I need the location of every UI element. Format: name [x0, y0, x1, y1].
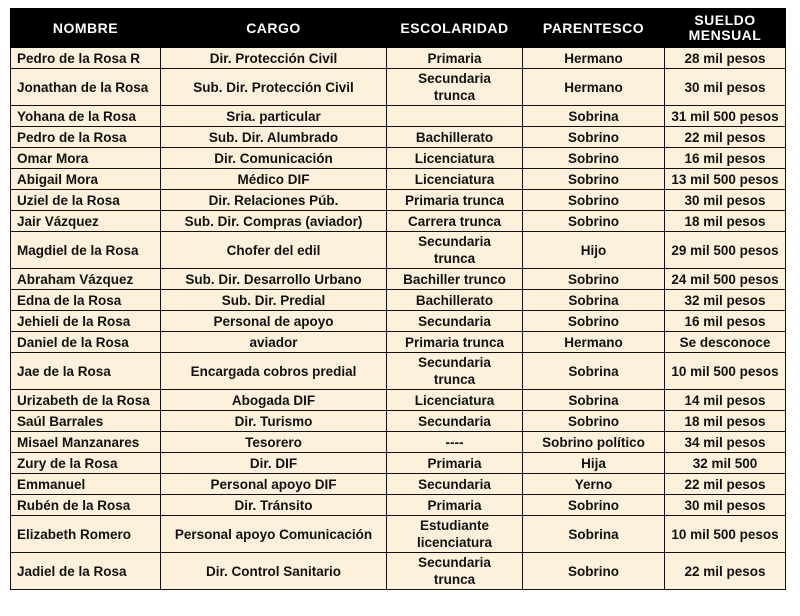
escolaridad-line1: Bachiller trunco	[403, 271, 506, 287]
escolaridad-line1: Primaria	[427, 497, 482, 513]
table-row	[11, 453, 786, 474]
table-row	[11, 127, 786, 148]
table-row	[11, 69, 786, 106]
table-row	[11, 516, 786, 553]
cell-parentesco: Hijo	[523, 232, 665, 269]
cell-nombre: Jair Vázquez	[11, 211, 161, 232]
cell-nombre: Abigail Mora	[11, 169, 161, 190]
escolaridad-line1: Secundaria	[418, 234, 491, 249]
table-row	[11, 190, 786, 211]
cell-sueldo: 22 mil pesos	[665, 553, 786, 590]
cell-parentesco: Yerno	[523, 474, 665, 495]
table-row	[11, 169, 786, 190]
cell-sueldo: 16 mil pesos	[665, 311, 786, 332]
cell-sueldo: 34 mil pesos	[665, 432, 786, 453]
cell-sueldo: 22 mil pesos	[665, 127, 786, 148]
escolaridad-line1: Secundaria	[418, 476, 491, 492]
header-nombre: NOMBRE	[11, 9, 161, 48]
cell-escolaridad	[387, 474, 523, 495]
cell-escolaridad	[387, 311, 523, 332]
cell-cargo: Dir. Protección Civil	[161, 48, 387, 69]
cell-nombre: Elizabeth Romero	[11, 516, 161, 553]
cell-sueldo: 32 mil pesos	[665, 290, 786, 311]
cell-parentesco: Sobrina	[523, 516, 665, 553]
cell-cargo: Encargada cobros predial	[161, 353, 387, 390]
header-parentesco: PARENTESCO	[523, 9, 665, 48]
cell-parentesco: Sobrina	[523, 290, 665, 311]
cell-sueldo: 10 mil 500 pesos	[665, 353, 786, 390]
cell-sueldo: 14 mil pesos	[665, 390, 786, 411]
cell-escolaridad	[387, 106, 523, 127]
cell-nombre: Emmanuel	[11, 474, 161, 495]
cell-cargo: Sub. Dir. Compras (aviador)	[161, 211, 387, 232]
header-sueldo-line1: SUELDO	[694, 12, 756, 28]
cell-cargo: Dir. Comunicación	[161, 148, 387, 169]
cell-parentesco: Sobrino	[523, 411, 665, 432]
cell-nombre: Jonathan de la Rosa	[11, 69, 161, 106]
salary-table-container	[10, 8, 786, 590]
escolaridad-line1: Secundaria	[418, 413, 491, 429]
cell-escolaridad	[387, 516, 523, 553]
cell-nombre: Edna de la Rosa	[11, 290, 161, 311]
escolaridad-line1: ----	[445, 434, 464, 450]
cell-parentesco: Sobrino	[523, 495, 665, 516]
cell-parentesco: Sobrina	[523, 106, 665, 127]
cell-cargo: aviador	[161, 332, 387, 353]
cell-sueldo: Se desconoce	[665, 332, 786, 353]
escolaridad-line1: Carrera trunca	[407, 213, 502, 229]
cell-escolaridad	[387, 390, 523, 411]
cell-nombre: Magdiel de la Rosa	[11, 232, 161, 269]
table-row	[11, 411, 786, 432]
cell-escolaridad	[387, 290, 523, 311]
table-row	[11, 48, 786, 69]
table-row	[11, 353, 786, 390]
escolaridad-line1: Licenciatura	[414, 150, 495, 166]
cell-escolaridad	[387, 211, 523, 232]
escolaridad-line2: trunca	[433, 88, 476, 103]
header-cargo: CARGO	[161, 9, 387, 48]
escolaridad-line1: Bachillerato	[415, 292, 494, 308]
cell-cargo: Sub. Dir. Alumbrado	[161, 127, 387, 148]
cell-sueldo: 30 mil pesos	[665, 69, 786, 106]
table-row	[11, 390, 786, 411]
escolaridad-line1: Secundaria	[418, 71, 491, 86]
cell-parentesco: Sobrino	[523, 211, 665, 232]
cell-cargo: Dir. Tránsito	[161, 495, 387, 516]
table-row	[11, 269, 786, 290]
cell-cargo: Abogada DIF	[161, 390, 387, 411]
cell-sueldo: 31 mil 500 pesos	[665, 106, 786, 127]
cell-sueldo: 22 mil pesos	[665, 474, 786, 495]
cell-parentesco: Sobrino	[523, 269, 665, 290]
cell-sueldo: 32 mil 500	[665, 453, 786, 474]
cell-cargo: Personal de apoyo	[161, 311, 387, 332]
cell-nombre: Pedro de la Rosa R	[11, 48, 161, 69]
table-row	[11, 232, 786, 269]
cell-cargo: Chofer del edil	[161, 232, 387, 269]
cell-parentesco: Hija	[523, 453, 665, 474]
escolaridad-line2: trunca	[433, 251, 476, 266]
cell-escolaridad	[387, 127, 523, 148]
cell-parentesco: Sobrino	[523, 190, 665, 211]
cell-nombre: Saúl Barrales	[11, 411, 161, 432]
cell-sueldo: 10 mil 500 pesos	[665, 516, 786, 553]
cell-escolaridad	[387, 48, 523, 69]
cell-nombre: Zury de la Rosa	[11, 453, 161, 474]
cell-escolaridad	[387, 69, 523, 106]
cell-nombre: Jehieli de la Rosa	[11, 311, 161, 332]
cell-sueldo: 28 mil pesos	[665, 48, 786, 69]
cell-cargo: Sub. Dir. Desarrollo Urbano	[161, 269, 387, 290]
escolaridad-line1: Primaria	[427, 455, 482, 471]
table-row	[11, 474, 786, 495]
cell-parentesco: Sobrino	[523, 553, 665, 590]
cell-nombre: Uziel de la Rosa	[11, 190, 161, 211]
salary-table	[10, 8, 786, 590]
cell-nombre: Pedro de la Rosa	[11, 127, 161, 148]
cell-escolaridad	[387, 553, 523, 590]
cell-cargo: Dir. DIF	[161, 453, 387, 474]
cell-nombre: Jadiel de la Rosa	[11, 553, 161, 590]
cell-escolaridad	[387, 453, 523, 474]
cell-escolaridad	[387, 432, 523, 453]
table-row	[11, 332, 786, 353]
escolaridad-line1: Primaria trunca	[404, 192, 505, 208]
cell-parentesco: Sobrino	[523, 148, 665, 169]
cell-parentesco: Sobrino político	[523, 432, 665, 453]
cell-parentesco: Sobrino	[523, 127, 665, 148]
cell-sueldo: 16 mil pesos	[665, 148, 786, 169]
escolaridad-line1: Primaria trunca	[404, 334, 505, 350]
cell-escolaridad	[387, 148, 523, 169]
table-row	[11, 290, 786, 311]
header-sueldo	[665, 9, 786, 48]
cell-nombre: Rubén de la Rosa	[11, 495, 161, 516]
table-row	[11, 311, 786, 332]
cell-cargo: Dir. Control Sanitario	[161, 553, 387, 590]
cell-escolaridad	[387, 353, 523, 390]
escolaridad-line2: licenciatura	[416, 535, 493, 550]
cell-cargo: Sub. Dir. Protección Civil	[161, 69, 387, 106]
cell-cargo: Tesorero	[161, 432, 387, 453]
table-row	[11, 148, 786, 169]
cell-nombre: Misael Manzanares	[11, 432, 161, 453]
cell-sueldo: 24 mil 500 pesos	[665, 269, 786, 290]
cell-cargo: Médico DIF	[161, 169, 387, 190]
escolaridad-line1: Estudiante	[419, 518, 489, 533]
cell-parentesco: Sobrino	[523, 311, 665, 332]
cell-escolaridad	[387, 332, 523, 353]
cell-parentesco: Hermano	[523, 332, 665, 353]
table-row	[11, 495, 786, 516]
escolaridad-line2: trunca	[433, 572, 476, 587]
cell-nombre: Abraham Vázquez	[11, 269, 161, 290]
cell-nombre: Omar Mora	[11, 148, 161, 169]
cell-nombre: Daniel de la Rosa	[11, 332, 161, 353]
cell-parentesco: Hermano	[523, 69, 665, 106]
cell-sueldo: 30 mil pesos	[665, 190, 786, 211]
header-escolaridad: ESCOLARIDAD	[387, 9, 523, 48]
cell-escolaridad	[387, 269, 523, 290]
escolaridad-line1: Bachillerato	[415, 129, 494, 145]
escolaridad-line1: Licenciatura	[414, 171, 495, 187]
escolaridad-line1: Secundaria	[418, 355, 491, 370]
cell-escolaridad	[387, 169, 523, 190]
cell-nombre: Urizabeth de la Rosa	[11, 390, 161, 411]
cell-cargo: Personal apoyo Comunicación	[161, 516, 387, 553]
escolaridad-line1: Secundaria	[418, 313, 491, 329]
table-row	[11, 432, 786, 453]
table-row	[11, 106, 786, 127]
cell-parentesco: Sobrina	[523, 390, 665, 411]
header-row	[11, 9, 786, 48]
cell-nombre: Yohana de la Rosa	[11, 106, 161, 127]
cell-cargo: Sria. particular	[161, 106, 387, 127]
cell-cargo: Dir. Relaciones Púb.	[161, 190, 387, 211]
table-row	[11, 553, 786, 590]
cell-sueldo: 18 mil pesos	[665, 211, 786, 232]
cell-cargo: Dir. Turismo	[161, 411, 387, 432]
cell-parentesco: Hermano	[523, 48, 665, 69]
escolaridad-line1: Primaria	[427, 50, 482, 66]
cell-cargo: Personal apoyo DIF	[161, 474, 387, 495]
cell-escolaridad	[387, 495, 523, 516]
table-body	[11, 48, 786, 590]
cell-cargo: Sub. Dir. Predial	[161, 290, 387, 311]
cell-sueldo: 18 mil pesos	[665, 411, 786, 432]
cell-nombre: Jae de la Rosa	[11, 353, 161, 390]
cell-sueldo: 13 mil 500 pesos	[665, 169, 786, 190]
cell-sueldo: 29 mil 500 pesos	[665, 232, 786, 269]
cell-parentesco: Sobrino	[523, 169, 665, 190]
cell-escolaridad	[387, 232, 523, 269]
cell-escolaridad	[387, 411, 523, 432]
escolaridad-line1: Licenciatura	[414, 392, 495, 408]
escolaridad-line1: Secundaria	[418, 555, 491, 570]
table-row	[11, 211, 786, 232]
cell-parentesco: Sobrina	[523, 353, 665, 390]
cell-sueldo: 30 mil pesos	[665, 495, 786, 516]
cell-escolaridad	[387, 190, 523, 211]
escolaridad-line2: trunca	[433, 372, 476, 387]
header-sueldo-line2: MENSUAL	[688, 27, 762, 43]
